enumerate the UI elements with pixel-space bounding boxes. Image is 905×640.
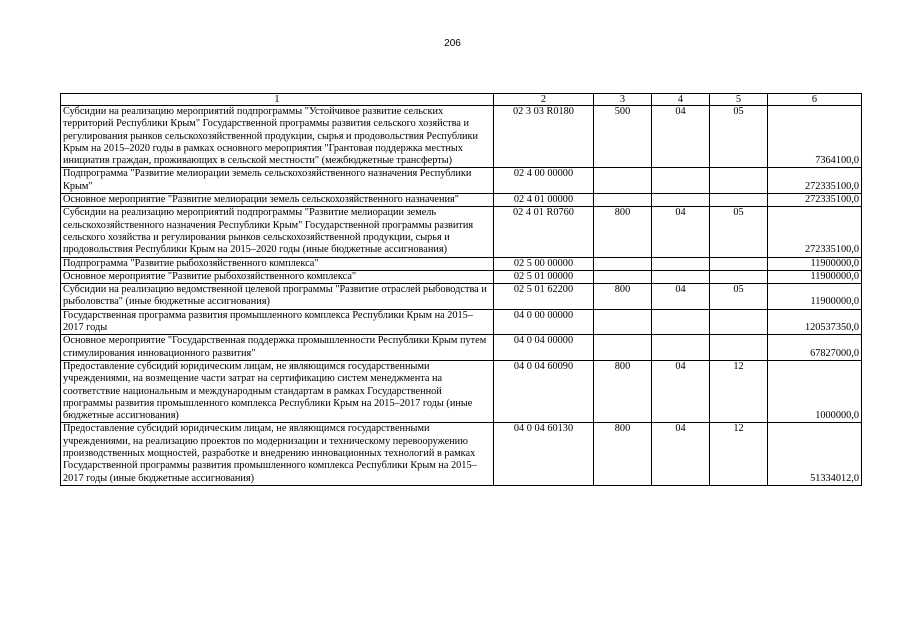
row-code-cell: 04 0 00 00000	[494, 309, 594, 335]
row-name-cell: Подпрограмма "Развитие рыбохозяйственного комплекса"	[61, 257, 494, 270]
row-c3-cell	[594, 335, 652, 361]
header-cell: 5	[710, 94, 768, 106]
row-c5-cell	[710, 309, 768, 335]
row-c3-cell	[594, 168, 652, 194]
row-code-cell: 02 4 01 R0760	[494, 207, 594, 257]
header-cell: 4	[652, 94, 710, 106]
table-row	[61, 168, 862, 194]
header-cell: 1	[61, 94, 494, 106]
row-c3-cell: 800	[594, 423, 652, 485]
row-amount-cell: 272335100,0	[768, 194, 862, 207]
row-c5-cell	[710, 194, 768, 207]
row-code-cell: 04 0 04 60090	[494, 360, 594, 422]
table-row	[61, 335, 862, 361]
row-code-cell: 02 3 03 R0180	[494, 106, 594, 168]
row-c4-cell	[652, 194, 710, 207]
row-code-cell: 04 0 04 00000	[494, 335, 594, 361]
row-amount-cell: 120537350,0	[768, 309, 862, 335]
row-c3-cell	[594, 194, 652, 207]
row-c3-cell: 800	[594, 284, 652, 310]
row-code-cell: 04 0 04 60130	[494, 423, 594, 485]
table-row	[61, 360, 862, 422]
row-c5-cell: 12	[710, 360, 768, 422]
row-amount-cell: 1000000,0	[768, 360, 862, 422]
row-name-cell: Основное мероприятие "Развитие рыбохозяйственного комплекса"	[61, 270, 494, 283]
row-amount-cell: 51334012,0	[768, 423, 862, 485]
header-cell: 3	[594, 94, 652, 106]
table-row	[61, 270, 862, 283]
row-amount-cell: 7364100,0	[768, 106, 862, 168]
row-c3-cell: 800	[594, 360, 652, 422]
row-name-cell: Субсидии на реализацию мероприятий подпрограммы "Развитие мелиорации земель сельскохозяйственного назначения Республики Крым" Государственной программы развития сельского хозяйства и регулирования рынков сельскохозяйственной продукции, сырья и продовольствия Республики Крым на 2015–2020 годы (иные бюджетные ассигнования)	[61, 207, 494, 257]
row-c3-cell: 800	[594, 207, 652, 257]
header-cell: 6	[768, 94, 862, 106]
table-row	[61, 106, 862, 168]
row-amount-cell: 272335100,0	[768, 168, 862, 194]
row-c4-cell	[652, 309, 710, 335]
row-name-cell: Государственная программа развития промышленного комплекса Республики Крым на 2015–2017 годы	[61, 309, 494, 335]
table-row	[61, 257, 862, 270]
row-amount-cell: 67827000,0	[768, 335, 862, 361]
budget-table	[60, 93, 862, 486]
row-c4-cell: 04	[652, 106, 710, 168]
row-c3-cell: 500	[594, 106, 652, 168]
row-c5-cell	[710, 270, 768, 283]
row-c5-cell	[710, 168, 768, 194]
row-c4-cell	[652, 270, 710, 283]
row-c5-cell: 05	[710, 284, 768, 310]
row-amount-cell: 272335100,0	[768, 207, 862, 257]
header-cell: 2	[494, 94, 594, 106]
row-c3-cell	[594, 257, 652, 270]
row-c5-cell: 12	[710, 423, 768, 485]
table-row	[61, 284, 862, 310]
page-number: 206	[444, 38, 461, 49]
row-amount-cell: 11900000,0	[768, 257, 862, 270]
table-row	[61, 194, 862, 207]
row-code-cell: 02 5 01 00000	[494, 270, 594, 283]
row-name-cell: Предоставление субсидий юридическим лицам, не являющимся государственными учреждениями, на реализацию проектов по модернизации и техническому перевооружению производственных мощностей, разработке и внедрению инновационных технологий в рамках Государственной программы развития промышленного комплекса Республики Крым на 2015–2017 годы (иные бюджетные ассигнования)	[61, 423, 494, 485]
row-amount-cell: 11900000,0	[768, 270, 862, 283]
table-header-row	[61, 94, 862, 106]
row-code-cell: 02 5 01 62200	[494, 284, 594, 310]
row-code-cell: 02 5 00 00000	[494, 257, 594, 270]
row-name-cell: Предоставление субсидий юридическим лицам, не являющимся государственными учреждениями, на возмещение части затрат на сертификацию систем менеджмента на соответствие национальным и международным стандартам в рамках Государственной программы развития промышленного комплекса Республики Крым на 2015–2017 годы (иные бюджетные ассигнования)	[61, 360, 494, 422]
row-c5-cell: 05	[710, 207, 768, 257]
row-name-cell: Основное мероприятие "Государственная поддержка промышленности Республики Крым путем стимулирования инновационного развития"	[61, 335, 494, 361]
row-name-cell: Субсидии на реализацию мероприятий подпрограммы "Устойчивое развитие сельских территорий Республики Крым" Государственной программы развития сельского хозяйства и регулирования рынков сельскохозяйственной продукции, сырья и продовольствия Республики Крым на 2015–2020 годы в рамках основного мероприятия "Грантовая поддержка местных инициатив граждан, проживающих в сельской местности" (межбюджетные трансферты)	[61, 106, 494, 168]
row-amount-cell: 11900000,0	[768, 284, 862, 310]
row-c4-cell: 04	[652, 360, 710, 422]
row-name-cell: Подпрограмма "Развитие мелиорации земель сельскохозяйственного назначения Республики Крым"	[61, 168, 494, 194]
row-c4-cell: 04	[652, 423, 710, 485]
row-c4-cell	[652, 168, 710, 194]
row-code-cell: 02 4 01 00000	[494, 194, 594, 207]
row-c3-cell	[594, 270, 652, 283]
row-c4-cell	[652, 257, 710, 270]
table-row	[61, 309, 862, 335]
row-c5-cell	[710, 257, 768, 270]
table-row	[61, 207, 862, 257]
row-c4-cell	[652, 335, 710, 361]
row-c3-cell	[594, 309, 652, 335]
row-c5-cell: 05	[710, 106, 768, 168]
row-c4-cell: 04	[652, 284, 710, 310]
row-code-cell: 02 4 00 00000	[494, 168, 594, 194]
row-name-cell: Субсидии на реализацию ведомственной целевой программы "Развитие отраслей рыбоводства и рыболовства" (иные бюджетные ассигнования)	[61, 284, 494, 310]
row-name-cell: Основное мероприятие "Развитие мелиорации земель сельскохозяйственного назначения"	[61, 194, 494, 207]
row-c5-cell	[710, 335, 768, 361]
table-row	[61, 423, 862, 485]
row-c4-cell: 04	[652, 207, 710, 257]
